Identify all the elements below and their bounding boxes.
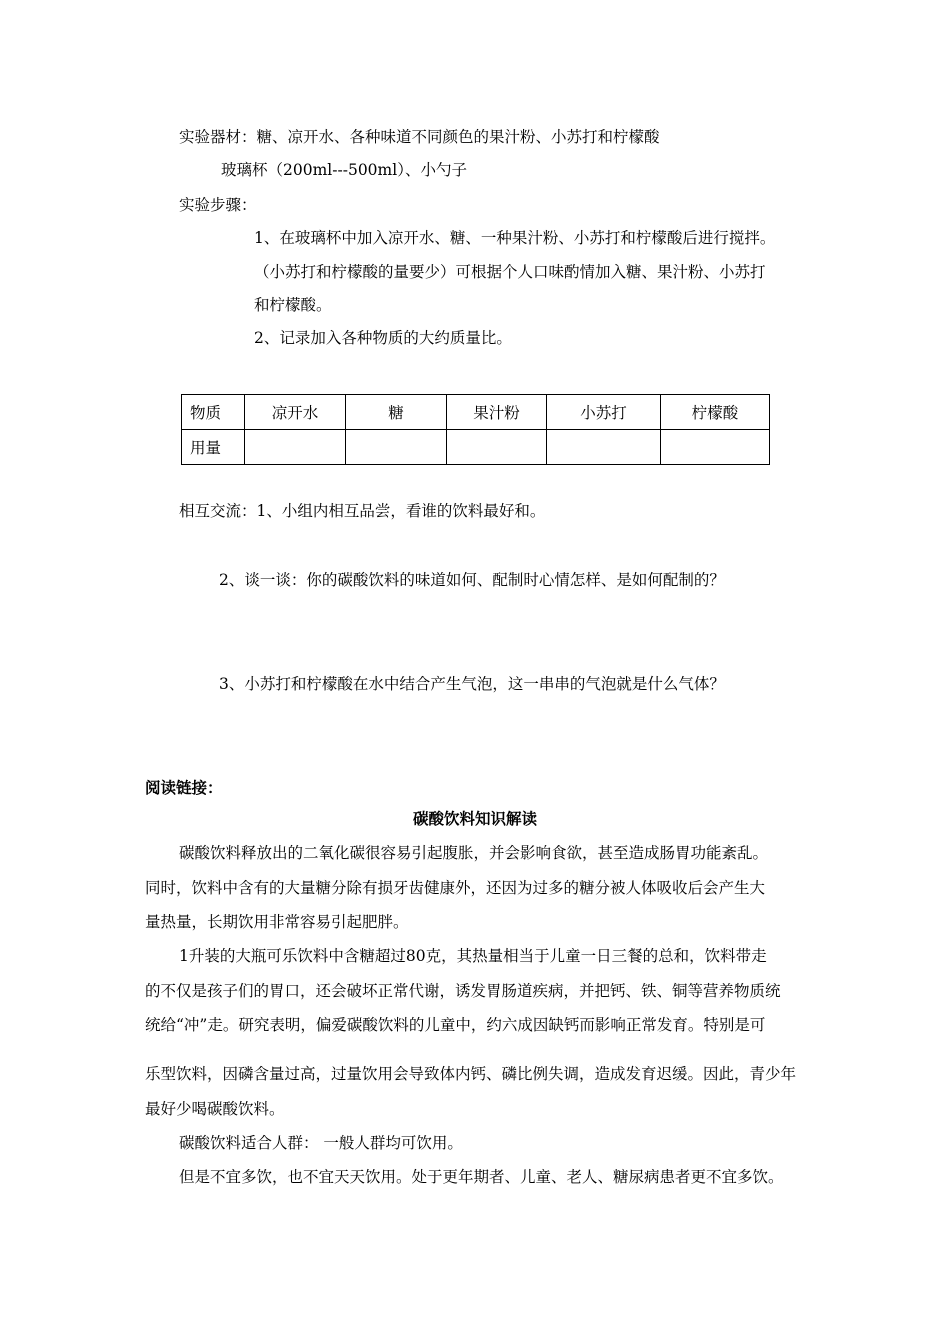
step-1-line-3: 和柠檬酸。 [254,296,332,314]
exchange-question-2: 2、谈一谈：你的碳酸饮料的味道如何、配制时心情怎样、是如何配制的？ [219,571,725,589]
paragraph-2-line-2: 的不仅是孩子们的胃口，还会破坏正常代谢，诱发胃肠道疾病，并把钙、铁、铜等营养物质统 [145,982,781,1000]
table-header-cell: 凉开水 [245,395,346,430]
materials-line-1: 实验器材：糖、凉开水、各种味道不同颜色的果汁粉、小苏打和柠檬酸 [179,128,660,146]
materials-line-2: 玻璃杯（200ml---500ml）、小勺子 [221,161,467,179]
table-row-label: 用量 [182,430,245,465]
steps-label: 实验步骤： [179,196,257,214]
table-cell [346,430,447,465]
table-row [182,430,770,465]
paragraph-2-line-5: 最好少喝碳酸饮料。 [145,1100,285,1118]
table-header-row [182,395,770,430]
paragraph-4: 但是不宜多饮，也不宜天天饮用。处于更年期者、儿童、老人、糖尿病患者更不宜多饮。 [179,1168,784,1186]
paragraph-1-line-1: 碳酸饮料释放出的二氧化碳很容易引起腹胀，并会影响食欲，甚至造成肠胃功能紊乱。 [179,844,769,862]
step-1-line-1: 1、在玻璃杯中加入凉开水、糖、一种果汁粉、小苏打和柠檬酸后进行搅拌。 [254,229,776,247]
table-cell [547,430,661,465]
paragraph-2-line-3: 统给“冲”走。研究表明，偏爱碳酸饮料的儿童中，约六成因缺钙而影响正常发育。特别是可 [145,1016,766,1034]
table-header-cell: 糖 [346,395,447,430]
article-title: 碳酸饮料知识解读 [412,810,537,828]
table-header-cell: 物质 [182,395,245,430]
paragraph-3: 碳酸饮料适合人群： 一般人群均可饮用。 [179,1134,463,1152]
materials-table [181,394,770,465]
table-header-cell: 小苏打 [547,395,661,430]
table-cell [661,430,770,465]
paragraph-1-line-2: 同时，饮料中含有的大量糖分除有损牙齿健康外，还因为过多的糖分被人体吸收后会产生大 [145,879,766,897]
step-1-line-2: （小苏打和柠檬酸的量要少）可根据个人口味酌情加入糖、果汁粉、小苏打 [254,263,766,281]
table-cell [245,430,346,465]
table-cell [447,430,547,465]
step-2: 2、记录加入各种物质的大约质量比。 [254,329,512,347]
paragraph-1-line-3: 量热量，长期饮用非常容易引起肥胖。 [145,913,409,931]
paragraph-2-line-1: 1升装的大瓶可乐饮料中含糖超过80克，其热量相当于儿童一日三餐的总和，饮料带走 [179,947,767,965]
table-header-cell: 柠檬酸 [661,395,770,430]
table-header-cell: 果汁粉 [447,395,547,430]
paragraph-2-line-4: 乐型饮料，因磷含量过高，过量饮用会导致体内钙、磷比例失调，造成发育迟缓。因此，青少年 [145,1065,797,1083]
exchange-question-3: 3、小苏打和柠檬酸在水中结合产生气泡，这一串串的气泡就是什么气体？ [219,675,725,693]
reading-link-label: 阅读链接： [145,779,223,797]
exchange-question-1: 相互交流：1、小组内相互品尝，看谁的饮料最好和。 [179,502,546,520]
